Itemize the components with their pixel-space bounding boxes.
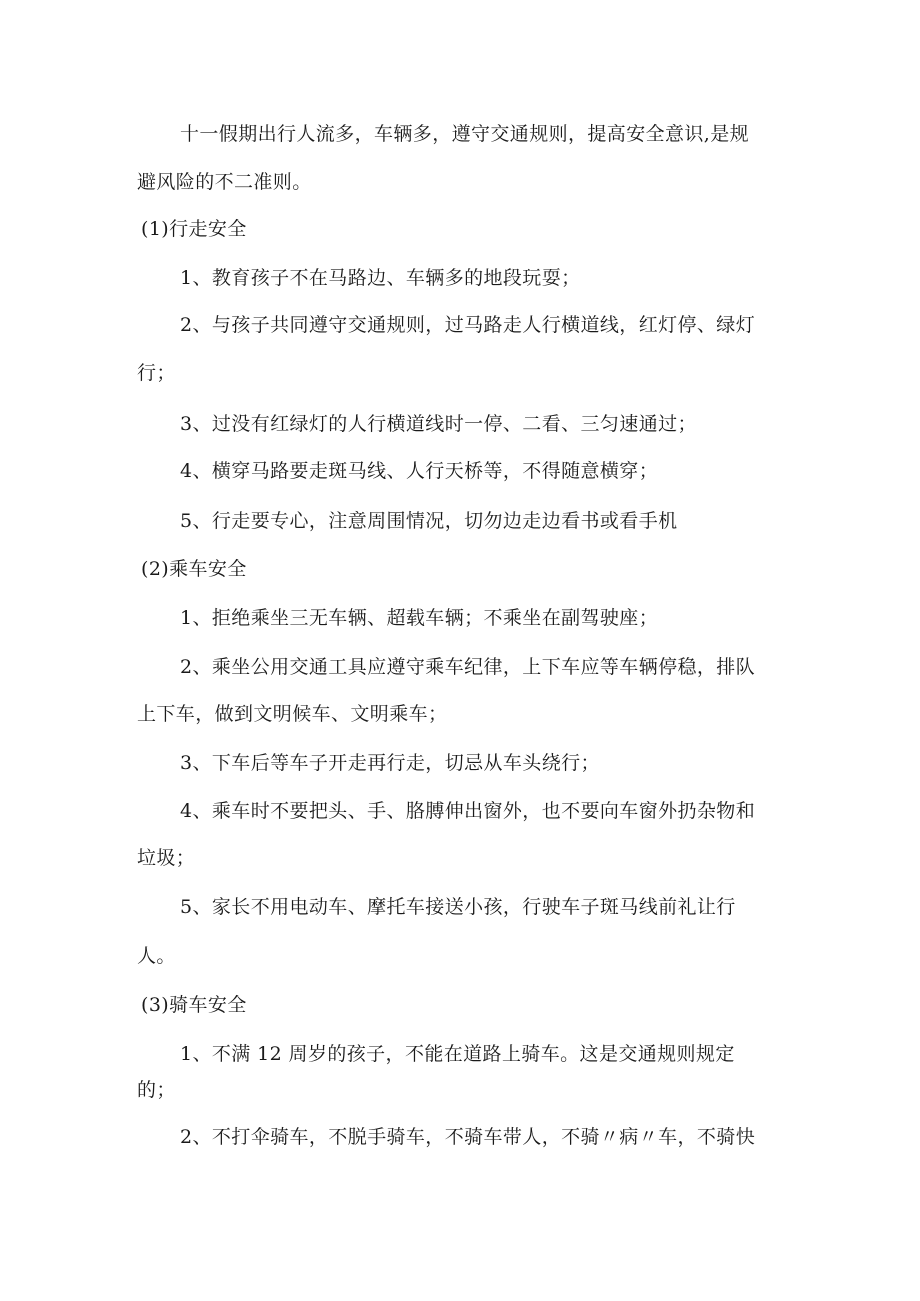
walking-item-2-line-2: 行；: [137, 362, 176, 384]
walking-item-5: 5、行走要专心，注意周围情况，切勿边走边看书或看手机: [180, 510, 678, 532]
walking-item-4: 4、横穿马路要走斑马线、人行天桥等，不得随意横穿；: [180, 460, 659, 482]
riding-item-3: 3、下车后等车子开走再行走，切忌从车头绕行；: [180, 752, 600, 774]
walking-item-1: 1、教育孩子不在马路边、车辆多的地段玩耍；: [180, 267, 581, 289]
cycling-item-2-line-1: 2、不打伞骑车，不脱手骑车，不骑车带人，不骑〃病〃车，不骑快: [180, 1126, 756, 1148]
riding-item-5-line-1: 5、家长不用电动车、摩托车接送小孩，行驶车子斑马线前礼让行: [180, 896, 736, 918]
cycling-item-1-line-1: 1、不满 12 周岁的孩子，不能在道路上骑车。这是交通规则规定: [180, 1043, 735, 1065]
intro-paragraph-line-2: 避风险的不二准则。: [137, 171, 312, 193]
riding-item-4-line-2: 垃圾；: [137, 847, 196, 869]
riding-item-2-line-1: 2、乘坐公用交通工具应遵守乘车纪律，上下车应等车辆停稳，排队: [180, 656, 756, 678]
walking-item-3: 3、过没有红绿灯的人行横道线时一停、二看、三匀速通过；: [180, 413, 697, 435]
riding-item-1: 1、拒绝乘坐三无车辆、超载车辆；不乘坐在副驾驶座；: [180, 607, 659, 629]
riding-item-2-line-2: 上下车，做到文明候车、文明乘车；: [137, 703, 448, 725]
section-heading-walking-safety: (1)行走安全: [141, 218, 247, 240]
cycling-item-1-line-2: 的；: [137, 1079, 176, 1101]
walking-item-2-line-1: 2、与孩子共同遵守交通规则，过马路走人行横道线，红灯停、绿灯: [180, 314, 756, 336]
riding-item-4-line-1: 4、乘车时不要把头、手、胳膊伸出窗外，也不要向车窗外扔杂物和: [180, 800, 756, 822]
intro-paragraph-line-1: 十一假期出行人流多，车辆多，遵守交通规则，提高安全意识,是规: [180, 123, 750, 145]
riding-item-5-line-2: 人。: [137, 945, 176, 967]
section-heading-riding-safety: (2)乘车安全: [141, 558, 247, 580]
section-heading-cycling-safety: (3)骑车安全: [141, 994, 247, 1016]
